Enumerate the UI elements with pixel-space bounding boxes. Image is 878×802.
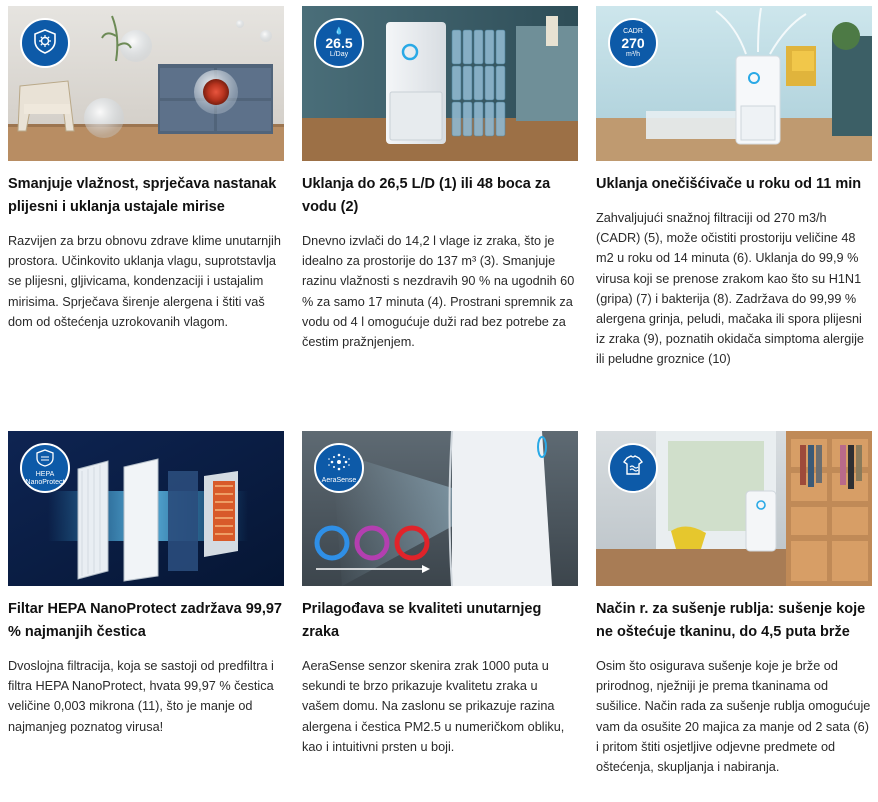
feature-description: Dnevno izvlači do 14,2 l vlage iz zraka, što je idealno za prostorije do 137 m³ (3). Smanjuje razinu vlažnosti s nezdravih 90 % na ugodnih 60 % za samo 17 minuta (4). Prostrani spremnik za vodu od 4 l omogućuje duži rad bez potrebe za čestim pražnjenjem. (302, 234, 575, 350)
capacity-value: 26.5 (325, 34, 353, 51)
feature-image-water-bottles (302, 6, 578, 161)
hepa-badge (20, 443, 70, 493)
mold-shield-icon (31, 27, 59, 59)
feature-description: AeraSense senzor skenira zrak 1000 puta u sekundi te brzo prikazuje kvalitetu zraka u vašem domu. Na zaslonu se prikazuje razina alergena i čestica PM2.5 u numeričkom obliku, kao i intuitivni prsten u boji. (302, 659, 565, 754)
feature-title: Način r. za sušenje rublja: sušenje koje ne oštećuje tkaninu, do 4,5 puta brže (596, 601, 866, 640)
capacity-unit: L/Day (329, 50, 349, 58)
feature-description: Osim što osigurava sušenje koje je brže od prirodnog, nježniji je prema tkaninama od sušilice. Način rada za sušenje rublja omogućuje vam da osušite 20 majica za manje od 2 sata (6) i pritom štiti osjetljive odjevne predmete od oštećenja, skupljanja i nabiranja. (596, 659, 871, 775)
feature-image-wardrobe (596, 431, 872, 586)
hepa-label: HEPA (35, 471, 55, 478)
hepa-shield-icon (34, 449, 56, 471)
feature-description: Zahvaljujući snažnoj filtraciji od 270 m3/h (CADR) (5), može očistiti prostoriju veličine 48 m2 u roku od 14 minuta (6). Uklanja do 99,9 % virusa koji se prenose zrakom kao što su H1N1 (gripa) (7) i bakterija (8). Zadržava do 99,99 % alergena grinja, peludi, mačaka ili spora plijesni iz zraka (9), poznatih okidača simptoma alergije ili peludne groznice (10) (596, 211, 864, 367)
feature-card-hepa-filter (8, 431, 284, 737)
feature-image-purifier-room (596, 6, 872, 161)
feature-title: Prilagođava se kvaliteti unutarnjeg zraka (302, 601, 542, 640)
feature-title: Uklanja onečišćivače u roku od 11 min (596, 176, 862, 192)
aerasense-badge (314, 443, 364, 493)
sensor-dots-icon (326, 451, 352, 477)
feature-image-living-room (8, 6, 284, 161)
feature-card-humidity (8, 6, 284, 332)
laundry-badge (608, 443, 658, 493)
feature-card-pollutants (596, 6, 872, 370)
feature-card-laundry-mode (596, 431, 872, 777)
feature-card-water-removal (302, 6, 578, 352)
feature-image-air-sensor (302, 431, 578, 586)
cadr-badge (608, 18, 658, 68)
feature-description: Dvoslojna filtracija, koja se sastoji od predfiltra i filtra HEPA NanoProtect, hvata 99,97 % čestica veličine 0,003 mikrona (11), što je manje od najmanjeg poznatog virusa! (8, 659, 274, 734)
cadr-value: 270 (621, 34, 645, 51)
capacity-badge (314, 18, 364, 68)
aerasense-label: AeraSense (321, 477, 357, 484)
feature-title: Filtar HEPA NanoProtect zadržava 99,97 % najmanjih čestica (8, 601, 282, 640)
nanoprotect-label: NanoProtect (25, 479, 65, 486)
feature-title: Smanjuje vlažnost, sprječava nastanak plijesni i uklanja ustajale mirise (8, 176, 277, 215)
cadr-label: CADR (623, 27, 643, 35)
cadr-unit: m³/h (626, 50, 640, 58)
shirt-dry-icon (619, 454, 647, 482)
mold-protection-badge (20, 18, 70, 68)
feature-card-aerasense (302, 431, 578, 757)
feature-title: Uklanja do 26,5 L/D (1) ili 48 boca za vodu (2) (302, 176, 551, 215)
feature-description: Razvijen za brzu obnovu zdrave klime unutarnjih prostora. Učinkovito uklanja vlagu, suprotstavlja se plijesni, gljivicama, kondenzaciji i ustajalim mirisima. Sprječava širenje alergena i štiti vaš dom od oštećenja uzrokovanih vlagom. (8, 234, 281, 329)
feature-image-filter-layers (8, 431, 284, 586)
water-drop-icon: 💧 (334, 27, 344, 35)
